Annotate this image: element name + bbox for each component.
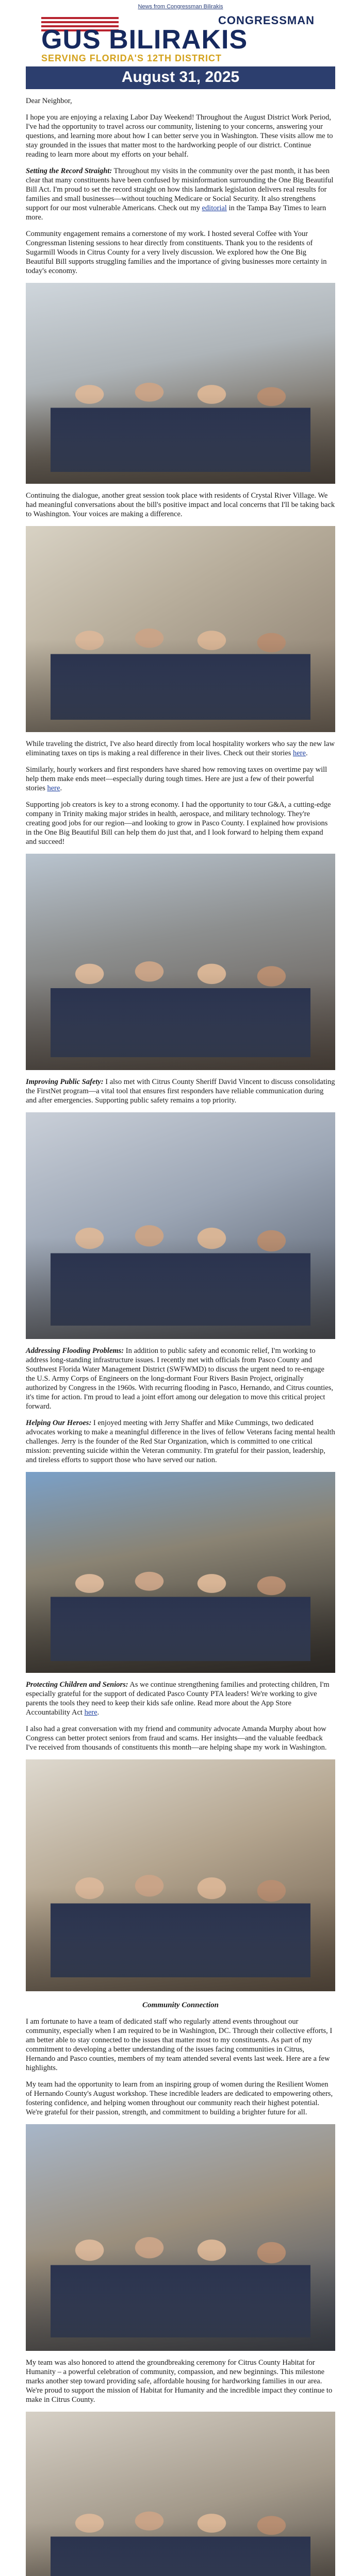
community-advocate-photo bbox=[26, 1759, 335, 1991]
newsletter-body bbox=[26, 96, 335, 2576]
overtime-stories-link[interactable]: here bbox=[47, 784, 60, 792]
crystal-river-paragraph: Continuing the dialogue, another great session took place with residents of Crystal River Village. We had meaningful conversations about the bill's positive impact and local concerns that I'll be taking back to Washington. Your voices are making a difference. bbox=[26, 492, 335, 518]
masthead-name: GUS BILIRAKIS bbox=[41, 25, 248, 55]
record-paragraph: Setting the Record Straight: Throughout my visits in the community over the past month, it has been clear that many constituents have been confused by misinformation surrounding the One Big Beautiful Bill Act. I'm proud to set the record straight on how this landmark legislation delivers real results for families and small businesses—without touching Medicare or Social Security. It also strengthens support for our most vulnerable Americans. Check out my editorial in the Tampa Bay Times to learn more. bbox=[26, 167, 334, 222]
job-creators-paragraph: Supporting job creators is key to a strong economy. I had the opportunity to tour G&A, a cutting-edge company in Trinity making major strides in health, aerospace, and military technology. They're creating good jobs for our region—and looking to grow in Pasco County. I explained how provisions in the One Big Beautiful Bill can help them do just that, and I look forward to helping them expand and succeed! bbox=[26, 801, 331, 846]
connection-paragraph-2: My team had the opportunity to learn from an inspiring group of women during the Resilient Women of Hernando County's August workshop. These incredible leaders are dedicated to empowering others, fostering confidence, and helping women throughout our community reach their highest potential. We're grateful for their passion, strength, and commitment to building a brighter future for all. bbox=[26, 2080, 333, 2116]
crystal-river-photo bbox=[26, 526, 335, 732]
editorial-link[interactable]: editorial bbox=[202, 204, 227, 212]
resilient-women-photo bbox=[26, 2124, 335, 2351]
flooding-paragraph: Addressing Flooding Problems: In addition to public safety and economic relief, I'm working to address long-standing infrastructure issues. I recently met with officials from Pasco County and Southwest Florida Water Management District (SWFWMD) to discuss the urgent need to re-engage the U.S. Army Corps of Engineers on the long-dormant Four Rivers Basin Project, originally authorized by Congress in the 1960s. With recurring flooding in Pasco, Hernando, and Citrus counties, it's time for action. I'm proud to lead a joint effort among our delegation to move this critical project forward. bbox=[26, 1347, 333, 1411]
tips-paragraph: While traveling the district, I've also heard directly from local hospitality workers who say the new law eliminating taxes on tips is making a real difference in their lives. Check out their stories here. bbox=[26, 740, 335, 757]
habitat-groundbreaking-photo bbox=[26, 2412, 335, 2576]
masthead-district: SERVING FLORIDA'S 12TH DISTRICT bbox=[41, 53, 222, 63]
masthead bbox=[26, 11, 335, 64]
community-connection-heading: Community Connection bbox=[142, 2001, 219, 2009]
top-note[interactable] bbox=[0, 0, 361, 11]
sheriff-meeting-photo bbox=[26, 1112, 335, 1339]
protecting-paragraph: Protecting Children and Seniors: As we continue strengthening families and protecting children, I'm especially grateful for the support of dedicated Pasco County PTA leaders! We're working to give parents the tools they need to keep their kids safe online. Read more about the App Store Accountability Act here. bbox=[26, 1681, 330, 1717]
connection-paragraph-1: I am fortunate to have a team of dedicated staff who regularly attend events throughout our community, especially when I am required to be in Washington, DC. Through their collective efforts, I am better able to stay connected to the issues that matter most to my constituents. As part of my commitment to developing a better understanding of the issues facing communities in Citrus, Hernando and Pasco counties, members of my team attended several events last week. Here are a few highlights. bbox=[26, 2018, 333, 2072]
app-store-act-link[interactable]: here bbox=[84, 1708, 97, 1717]
tips-stories-link[interactable]: here bbox=[292, 749, 306, 757]
heroes-paragraph: Helping Our Heroes: I enjoyed meeting with Jerry Shaffer and Mike Cummings, two dedicated advocates working to make a meaningful difference in the lives of fellow Veterans facing mental health challenges. Jerry is the founder of the Red Star Organization, which is committed to one critical mission: preventing suicide within the Veteran community. I'm grateful for their passion, leadership, and tireless efforts to support those who have served our nation. bbox=[26, 1419, 335, 1464]
date-banner: August 31, 2025 bbox=[26, 66, 335, 89]
engagement-paragraph: Community engagement remains a cornerstone of my work. I hosted several Coffee with Your Congressman listening sessions to hear directly from constituents. Thank you to the residents of Sugarmill Woods in Citrus County for a very lively discussion. We explored how the One Big Beautiful Bill supports struggling families and the importance of giving businesses more certainty in today's economy. bbox=[26, 230, 327, 275]
intro-paragraph: I hope you are enjoying a relaxing Labor Day Weekend! Throughout the August District Work Period, I've had the opportunity to travel across our community, listening to your concerns, answering your questions, and learning more about how I can better serve you in Washington. These visits allow me to stay grounded in the issues that matter most to the hardworking people of our district. Continue reading to learn more about my efforts on your behalf. bbox=[26, 113, 333, 159]
seniors-paragraph: I also had a great conversation with my friend and community advocate Amanda Murphy about how Congress can better protect seniors from fraud and scams. Her insights—and the valuable feedback I've received from thousands of constituents this month—are helping shape my work in Washington. bbox=[26, 1725, 327, 1752]
habitat-paragraph: My team was also honored to attend the groundbreaking ceremony for Citrus County Habitat for Humanity – a powerful celebration of community, compassion, and new beginnings. This milestone marks another step toward providing safe, affordable housing for hardworking families in our area. We're proud to support the mission of Habitat for Humanity and the incredible impact they continue to make in Citrus County. bbox=[26, 2359, 333, 2404]
company-tour-photo bbox=[26, 854, 335, 1070]
top-note-link[interactable]: News from Congressman Bilirakis bbox=[138, 4, 223, 10]
sugarmill-woods-photo bbox=[26, 283, 335, 484]
greeting: Dear Neighbor, bbox=[26, 97, 72, 105]
masthead-congressman: CONGRESSMAN bbox=[218, 14, 315, 27]
record-lead: Setting the Record Straight: bbox=[26, 167, 112, 175]
public-safety-paragraph: Improving Public Safety: I also met with Citrus County Sheriff David Vincent to discuss consolidating the FirstNet program—a vital tool that ensures first responders have reliable communication during and after emergencies. Supporting public safety remains a top priority. bbox=[26, 1078, 335, 1105]
overtime-paragraph: Similarly, hourly workers and first responders have shared how removing taxes on overtime pay will help them make ends meet—especially during tough times. Here are just a few of their powerful stories here. bbox=[26, 766, 327, 792]
veterans-advocates-photo bbox=[26, 1472, 335, 1673]
